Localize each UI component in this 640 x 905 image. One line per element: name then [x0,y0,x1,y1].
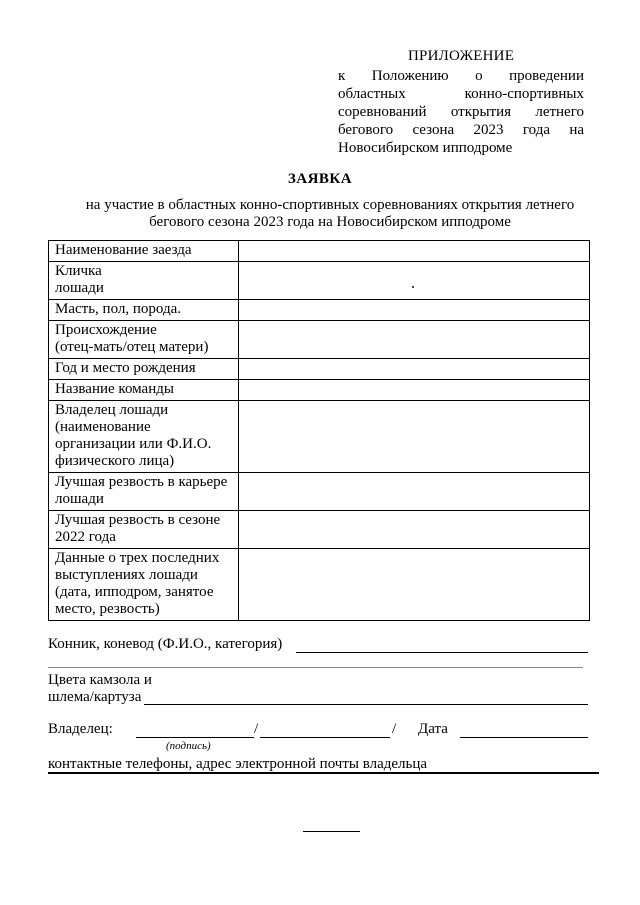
owner-sign-line[interactable] [136,737,254,738]
contacts-label: контактные телефоны, адрес электронной почты владельца [48,756,428,772]
row-label: Название команды [49,380,239,401]
row-value-cell[interactable] [239,300,590,321]
contacts-input-line[interactable] [48,772,599,774]
colors-input-line[interactable] [144,704,588,705]
table-row [49,511,590,549]
row-value-cell[interactable] [239,473,590,511]
table-row [49,321,590,359]
table-row [49,359,590,380]
footer-divider [303,831,360,832]
row-label: Лучшая резвость в сезоне 2022 года [49,511,239,549]
rider-second-line[interactable] [48,667,583,668]
form-title: ЗАЯВКА [287,171,353,187]
row-label: Год и место рождения [49,359,239,380]
row-value-cell[interactable] [239,262,590,300]
row-value-cell[interactable] [239,380,590,401]
row-value-cell[interactable] [239,549,590,621]
row-label: Кличка лошади [49,262,239,300]
row-value-cell[interactable] [239,321,590,359]
slash-1: / [254,721,259,737]
row-label: Владелец лошади (наименование организации или Ф.И.О. физического лица) [49,401,239,473]
table-row [49,300,590,321]
row-label: Лучшая резвость в карьере лошади [49,473,239,511]
form-subtitle: на участие в областных конно-спортивных соревнованиях открытия летнего бегового сезона 2023 года на Новосибирском ипподроме [85,197,575,230]
rider-input-line[interactable] [296,652,588,653]
application-table [48,240,590,621]
annex-text: к Положению о проведении областных конно-спортивных соревнований открытия летнего бегового сезона 2023 года на Новосибирском ипподроме [338,68,584,156]
colors-label-1: Цвета камзола и [48,672,152,688]
table-row [49,401,590,473]
table-row [49,380,590,401]
row-label: Данные о трех последних выступлениях лошади (дата, ипподром, занятое место, резвость) [49,549,239,621]
row-label: Масть, пол, порода. [49,300,239,321]
row-label: Наименование заезда [49,241,239,262]
table-row [49,262,590,300]
slash-2: / [392,721,397,737]
row-value-cell[interactable] [239,359,590,380]
date-input-line[interactable] [460,737,588,738]
owner-name-line[interactable] [260,737,390,738]
row-value-cell[interactable] [239,401,590,473]
signature-caption: (подпись) [166,740,211,752]
date-label: Дата [418,721,448,737]
row-value-cell[interactable] [239,241,590,262]
row-value-cell[interactable] [239,511,590,549]
table-row [49,473,590,511]
owner-label: Владелец: [48,721,113,737]
rider-label: Конник, коневод (Ф.И.О., категория) [48,636,283,652]
colors-label-2: шлема/картуза [48,689,142,705]
stray-dot [412,286,414,288]
annex-title: ПРИЛОЖЕНИЕ [408,48,515,64]
table-row [49,241,590,262]
row-label: Происхождение (отец-мать/отец матери) [49,321,239,359]
table-row [49,549,590,621]
